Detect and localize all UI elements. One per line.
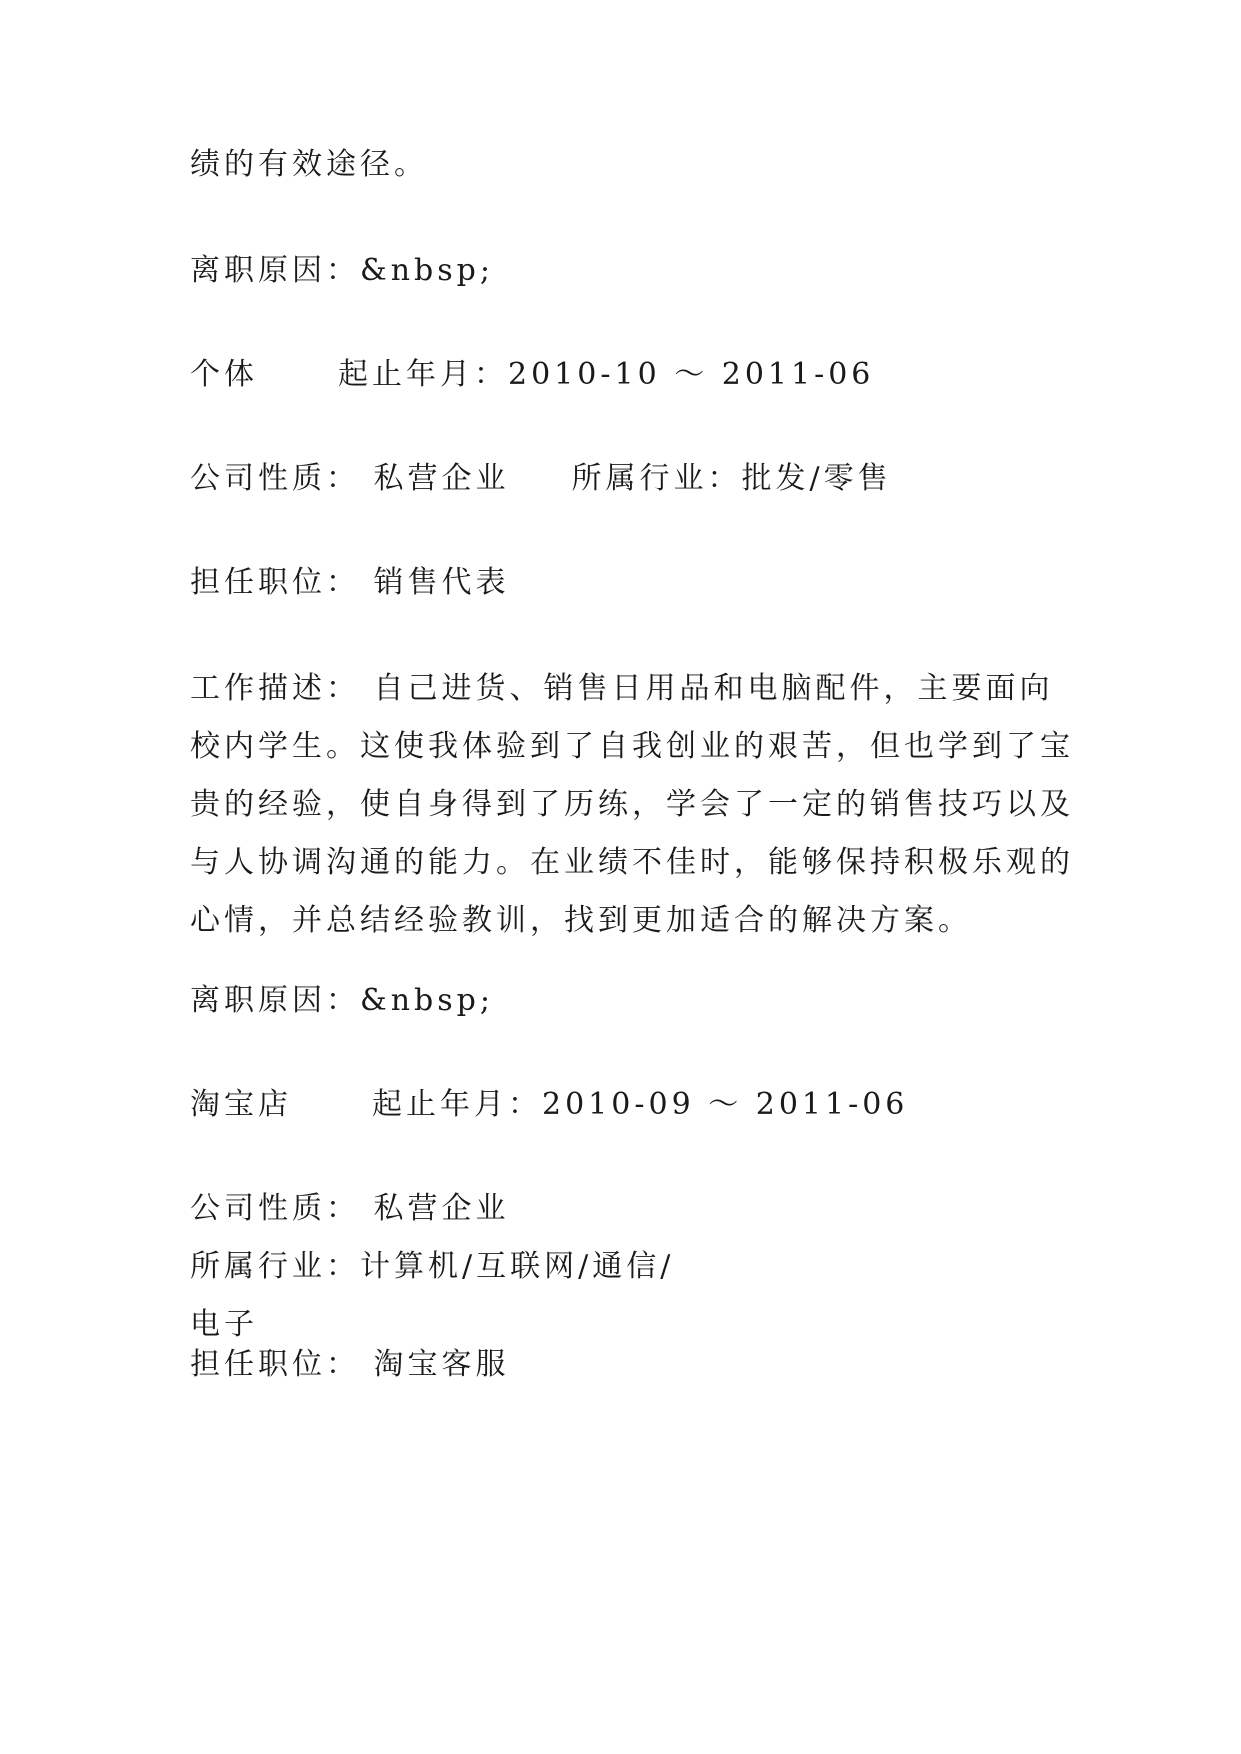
job1-description-line: 工作描述： 自己进货、销售日用品和电脑配件，主要面向 <box>190 671 1054 706</box>
job2-period: 起止年月：2010-09 ～ 2011-06 <box>372 1087 909 1122</box>
job1-description-line: 贵的经验，使自身得到了历练，学会了一定的销售技巧以及 <box>190 787 1074 822</box>
job2-company: 淘宝店 <box>190 1087 292 1122</box>
job2-industry: 所属行业：计算机/互联网/通信/ <box>190 1249 675 1284</box>
job2-company-info-line <box>190 1180 1060 1296</box>
paragraph-continuation: 绩的有效途径。 <box>190 147 428 182</box>
job1-description-line: 心情，并总结经验教训，找到更加适合的解决方案。 <box>190 903 972 938</box>
job1-header <box>190 346 874 404</box>
job2-header <box>190 1076 908 1134</box>
job1-resign-reason: 离职原因：&nbsp; <box>190 983 494 1018</box>
job1-company-type: 公司性质： 私营企业 <box>190 461 510 496</box>
job1-description-line: 校内学生。这使我体验到了自我创业的艰苦，但也学到了宝 <box>190 729 1074 764</box>
job2-company-info <box>190 1180 1060 1354</box>
resign-reason-line: 离职原因：&nbsp; <box>190 253 494 288</box>
job1-company: 个体 <box>190 357 258 392</box>
job1-industry: 所属行业：批发/零售 <box>571 461 892 496</box>
job2-industry-continuation: 电子 <box>190 1307 258 1342</box>
job1-period: 起止年月：2010-10 ～ 2011-06 <box>338 357 875 392</box>
job2-position: 担任职位： 淘宝客服 <box>190 1347 510 1382</box>
job1-description-line: 与人协调沟通的能力。在业绩不佳时，能够保持积极乐观的 <box>190 845 1074 880</box>
job1-company-info <box>190 450 892 508</box>
job1-position: 担任职位： 销售代表 <box>190 565 510 600</box>
job2-company-type: 公司性质： 私营企业 <box>190 1191 510 1226</box>
job1-description <box>190 660 1074 950</box>
